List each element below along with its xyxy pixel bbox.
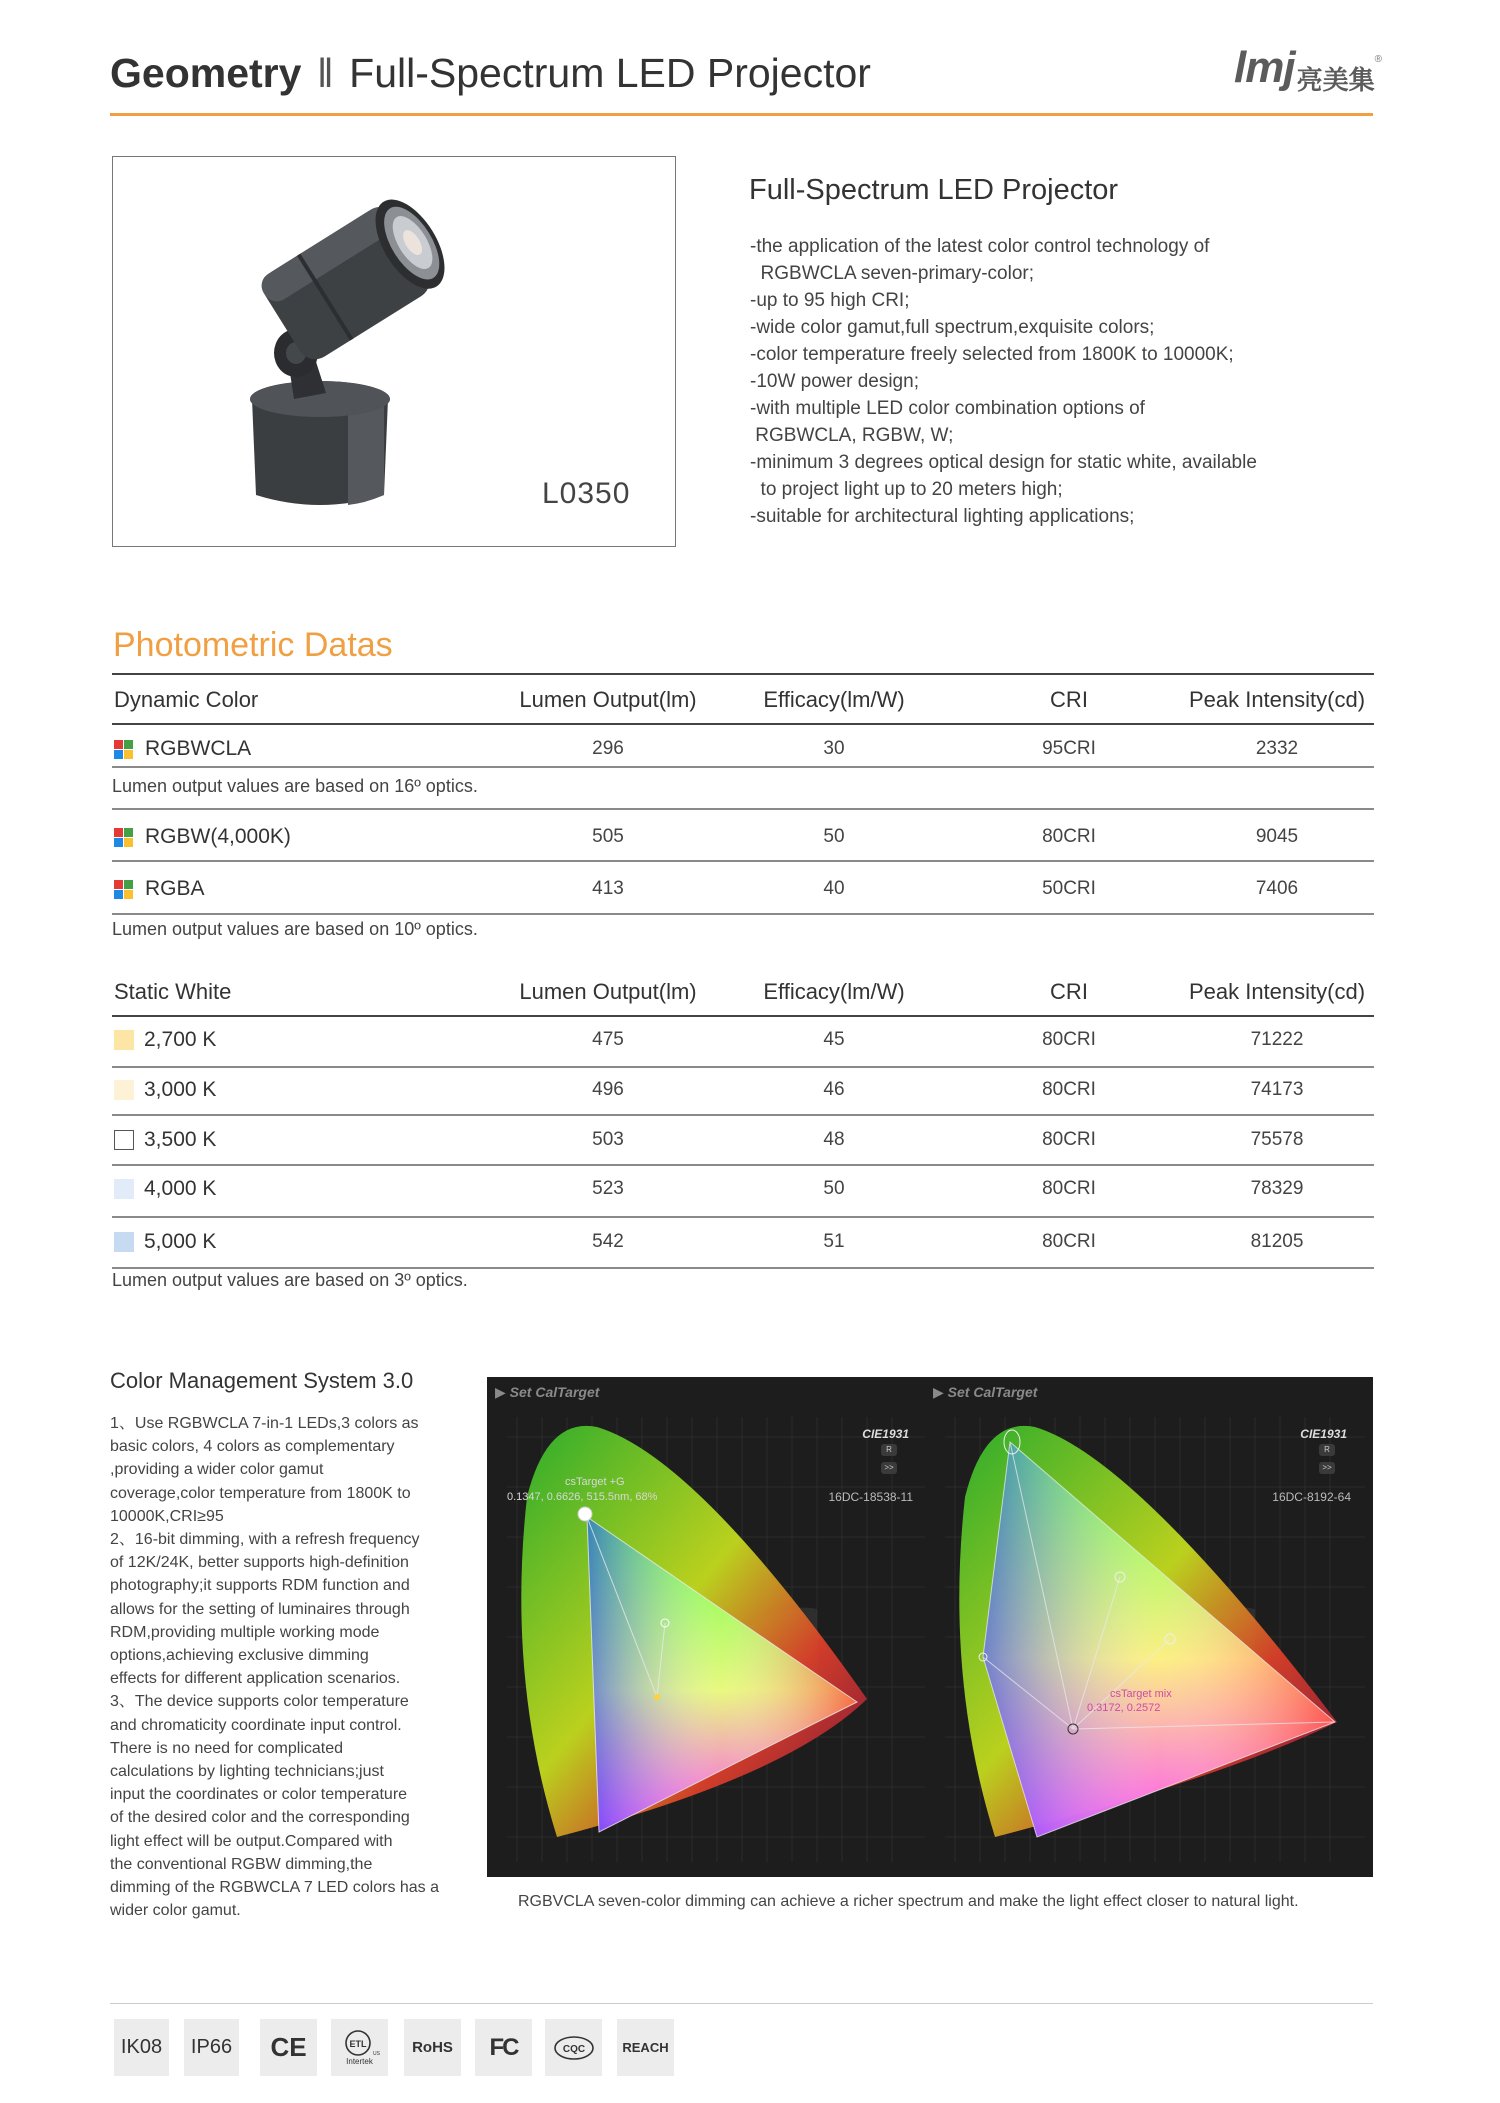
cms-line: the conventional RGBW dimming,the: [110, 1855, 373, 1873]
row-peak: 74173: [1250, 1079, 1304, 1100]
cms-line: light effect will be output.Compared with: [110, 1832, 393, 1850]
cms-line: RDM,providing multiple working mode: [110, 1623, 380, 1641]
row-efficacy: 45: [823, 1029, 845, 1050]
cms-line: photography;it supports RDM function and: [110, 1577, 410, 1595]
cie-header-text: Set CalTarget: [947, 1384, 1038, 1400]
color-swatch: [114, 1030, 134, 1050]
table-row: [112, 1023, 1374, 1057]
row-peak: 78329: [1250, 1178, 1304, 1199]
row-rule: [112, 766, 1374, 768]
row-lumen: 505: [592, 826, 624, 847]
cie-diagram-icon: [925, 1377, 1373, 1877]
row-cri: 80CRI: [1042, 1129, 1096, 1150]
cms-line: and chromaticity coordinate input control.: [110, 1716, 402, 1734]
cms-line: input the coordinates or color temperature: [110, 1786, 408, 1804]
table-top-rule: [112, 673, 1374, 675]
table-row: [112, 735, 1374, 763]
description-list: [750, 233, 1350, 530]
cms-description: [110, 1412, 450, 1922]
page-title: [110, 50, 871, 97]
etl-intertek-icon: [331, 2019, 388, 2076]
optics-note: Lumen output values are based on 10º optics.: [112, 919, 478, 939]
cms-line: ,providing a wider color gamut: [110, 1461, 324, 1479]
row-lumen: 503: [592, 1129, 624, 1150]
table-row: [112, 1225, 1374, 1259]
optics-note: Lumen output values are based on 3º optics.: [112, 1270, 468, 1290]
row-name: 5,000 K: [144, 1230, 217, 1253]
row-efficacy: 46: [823, 1079, 845, 1100]
ik08-badge: IK08: [114, 2019, 169, 2076]
title-product: Full-Spectrum LED Projector: [349, 50, 871, 96]
photometric-title: Photometric Datas: [113, 626, 393, 664]
row-peak: 75578: [1250, 1129, 1304, 1150]
cie-target-coords: 0.3172, 0.2572: [1087, 1702, 1161, 1714]
cie-chart-1: [487, 1377, 935, 1877]
svg-text:ETL: ETL: [349, 2039, 366, 2049]
color-swatch: [114, 1080, 134, 1100]
fcc-mark-icon: FC: [475, 2019, 532, 2076]
cms-line: 3、The device supports color temperature: [110, 1693, 409, 1711]
row-name: RGBW(4,000K): [145, 825, 291, 848]
etl-caption: Intertek: [346, 2057, 373, 2066]
row-efficacy: 40: [823, 878, 845, 899]
row-peak: 71222: [1250, 1029, 1304, 1050]
header-lumen: Lumen Output(lm): [519, 687, 697, 712]
header-peak: Peak Intensity(cd): [1188, 687, 1366, 712]
cms-line: of 12K/24K, better supports high-definition: [110, 1554, 409, 1572]
footer-divider: [110, 2003, 1373, 2004]
description-line: RGBWCLA seven-primary-color;: [750, 263, 1035, 284]
table-header-rule: [112, 1015, 1374, 1017]
cqc-mark-icon: [553, 2034, 595, 2062]
title-brand: Geometry: [110, 50, 302, 96]
row-cri: 80CRI: [1042, 1178, 1096, 1199]
row-name: RGBWCLA: [145, 737, 252, 760]
logo-registered-mark: ®: [1374, 54, 1382, 65]
cie-target-coords: 0.1347, 0.6626, 515.5nm, 68%: [507, 1491, 658, 1503]
header-static-white: Static White: [114, 979, 232, 1004]
cms-line: There is no need for complicated: [110, 1739, 344, 1757]
logo-latin: lmj: [1234, 43, 1295, 92]
cms-line: dimming of the RGBWCLA 7 LED colors has a: [110, 1879, 440, 1897]
cie-next-button[interactable]: >>: [1319, 1462, 1335, 1474]
row-cri: 50CRI: [1042, 878, 1096, 899]
row-efficacy: 50: [823, 826, 845, 847]
cms-line: effects for different application scenarios.: [110, 1670, 401, 1688]
table-row: [112, 1172, 1374, 1206]
row-name: 4,000 K: [144, 1177, 217, 1200]
cie-mode-label: CIE1931: [862, 1427, 909, 1441]
cms-line: of the desired color and the corresponding: [110, 1809, 410, 1827]
reach-badge: REACH: [617, 2019, 674, 2076]
cms-title: Color Management System 3.0: [110, 1368, 414, 1393]
row-lumen: 413: [592, 878, 624, 899]
description-line: -up to 95 high CRI;: [750, 290, 910, 311]
table-row: [112, 1073, 1374, 1107]
cie-target-label: csTarget mix: [1110, 1688, 1172, 1700]
header-dynamic-color: Dynamic Color: [114, 687, 259, 712]
cie-device-id: 16DC-18538-11: [828, 1490, 913, 1504]
rohs-badge: RoHS: [404, 2019, 461, 2076]
row-name: 3,500 K: [144, 1128, 217, 1151]
cie-target-label: csTarget +G: [565, 1476, 625, 1488]
header-divider: [110, 113, 1373, 116]
ip66-badge: IP66: [184, 2019, 239, 2076]
row-rule: [112, 1164, 1374, 1166]
row-efficacy: 48: [823, 1129, 845, 1150]
product-image-frame: [112, 156, 676, 547]
projector-icon: [198, 177, 458, 507]
cie-device-id: 16DC-8192-64: [1272, 1490, 1351, 1504]
cie-chart-2: [925, 1377, 1373, 1877]
row-efficacy: 50: [823, 1178, 845, 1199]
cms-line: basic colors, 4 colors as complementary: [110, 1438, 395, 1456]
header-cri: CRI: [1050, 979, 1088, 1004]
cms-line: 10000K,CRI≥95: [110, 1507, 224, 1525]
logo-chinese: 亮美集: [1296, 65, 1375, 95]
row-rule: [112, 1114, 1374, 1116]
cie-header: [495, 1384, 599, 1401]
row-lumen: 296: [592, 738, 624, 759]
row-lumen: 523: [592, 1178, 624, 1199]
play-icon: ▶: [495, 1384, 506, 1400]
header-efficacy: Efficacy(lm/W): [763, 687, 905, 712]
description-line: -minimum 3 degrees optical design for static white, available: [750, 452, 1257, 473]
svg-text:US: US: [372, 2051, 380, 2057]
description-title: Full-Spectrum LED Projector: [749, 174, 1119, 206]
ce-mark-icon: CE: [260, 2019, 317, 2076]
svg-text:CQC: CQC: [562, 2043, 585, 2055]
row-cri: 80CRI: [1042, 1079, 1096, 1100]
description-line: -with multiple LED color combination options of: [750, 398, 1145, 419]
color-swatch: [114, 1130, 134, 1150]
cie-next-button[interactable]: >>: [881, 1462, 897, 1474]
cie-header: [933, 1384, 1037, 1401]
row-peak: 81205: [1250, 1231, 1304, 1252]
cms-line: 1、Use RGBWCLA 7-in-1 LEDs,3 colors as: [110, 1415, 419, 1432]
row-cri: 80CRI: [1042, 1231, 1096, 1252]
color-swatch: [114, 1179, 134, 1199]
row-rule: [112, 1267, 1374, 1269]
row-rule: [112, 808, 1374, 810]
row-efficacy: 30: [823, 738, 845, 759]
cie-header-text: Set CalTarget: [509, 1384, 600, 1400]
etl-circle-icon: [343, 2029, 380, 2059]
header-peak: Peak Intensity(cd): [1188, 979, 1366, 1004]
cms-line: allows for the setting of luminaires through: [110, 1600, 410, 1618]
title-separator: ‖: [316, 50, 334, 96]
row-cri: 80CRI: [1042, 826, 1096, 847]
rgb-color-icon: [114, 740, 133, 759]
table-row: [112, 820, 1374, 854]
rgb-color-icon: [114, 828, 133, 847]
row-rule: [112, 1216, 1374, 1218]
play-icon: ▶: [933, 1384, 944, 1400]
row-lumen: 475: [592, 1029, 624, 1050]
table-header-row: [112, 977, 1374, 1007]
row-peak: 7406: [1255, 878, 1299, 899]
row-rule: [112, 860, 1374, 862]
row-peak: 2332: [1255, 738, 1299, 759]
description-line: to project light up to 20 meters high;: [750, 479, 1063, 500]
row-peak: 9045: [1255, 826, 1299, 847]
optics-note: Lumen output values are based on 16º optics.: [112, 776, 478, 796]
table-header-rule: [112, 723, 1374, 725]
color-swatch: [114, 1232, 134, 1252]
description-line: -the application of the latest color control technology of: [750, 236, 1210, 257]
cie-r-button[interactable]: R: [1319, 1444, 1335, 1456]
row-name: RGBA: [145, 877, 205, 900]
table-row: [112, 1123, 1374, 1157]
row-cri: 95CRI: [1042, 738, 1096, 759]
table-row: [112, 872, 1374, 906]
header-efficacy: Efficacy(lm/W): [763, 979, 905, 1004]
brand-logo: [1234, 43, 1382, 97]
row-efficacy: 51: [823, 1231, 845, 1252]
header-lumen: Lumen Output(lm): [519, 979, 697, 1004]
description-line: -wide color gamut,full spectrum,exquisite colors;: [750, 317, 1155, 338]
header-cri: CRI: [1050, 687, 1088, 712]
description-line: -10W power design;: [750, 371, 919, 392]
cie-mode-label: CIE1931: [1300, 1427, 1347, 1441]
cie-caption: RGBVCLA seven-color dimming can achieve a richer spectrum and make the light effect closer to natural light.: [518, 1893, 1299, 1910]
description-line: RGBWCLA, RGBW, W;: [750, 425, 954, 446]
cie-r-button[interactable]: R: [881, 1444, 897, 1456]
row-cri: 80CRI: [1042, 1029, 1096, 1050]
cqc-badge: [545, 2019, 602, 2076]
cms-line: coverage,color temperature from 1800K to: [110, 1484, 411, 1502]
description-line: -suitable for architectural lighting applications;: [750, 506, 1135, 527]
row-name: 2,700 K: [144, 1028, 217, 1051]
row-rule: [112, 913, 1374, 915]
row-lumen: 542: [592, 1231, 624, 1252]
product-model: L0350: [542, 477, 631, 510]
rgb-color-icon: [114, 880, 133, 899]
row-rule: [112, 1066, 1374, 1068]
cie-diagram-icon: [487, 1377, 935, 1877]
row-lumen: 496: [592, 1079, 624, 1100]
description-line: -color temperature freely selected from 1800K to 10000K;: [750, 344, 1234, 365]
cms-line: 2、16-bit dimming, with a refresh frequency: [110, 1531, 420, 1549]
row-name: 3,000 K: [144, 1078, 217, 1101]
cms-line: calculations by lighting technicians;just: [110, 1763, 384, 1781]
cms-line: wider color gamut.: [110, 1902, 241, 1920]
table-header-row: [112, 685, 1374, 715]
cms-line: options,achieving exclusive dimming: [110, 1647, 369, 1665]
